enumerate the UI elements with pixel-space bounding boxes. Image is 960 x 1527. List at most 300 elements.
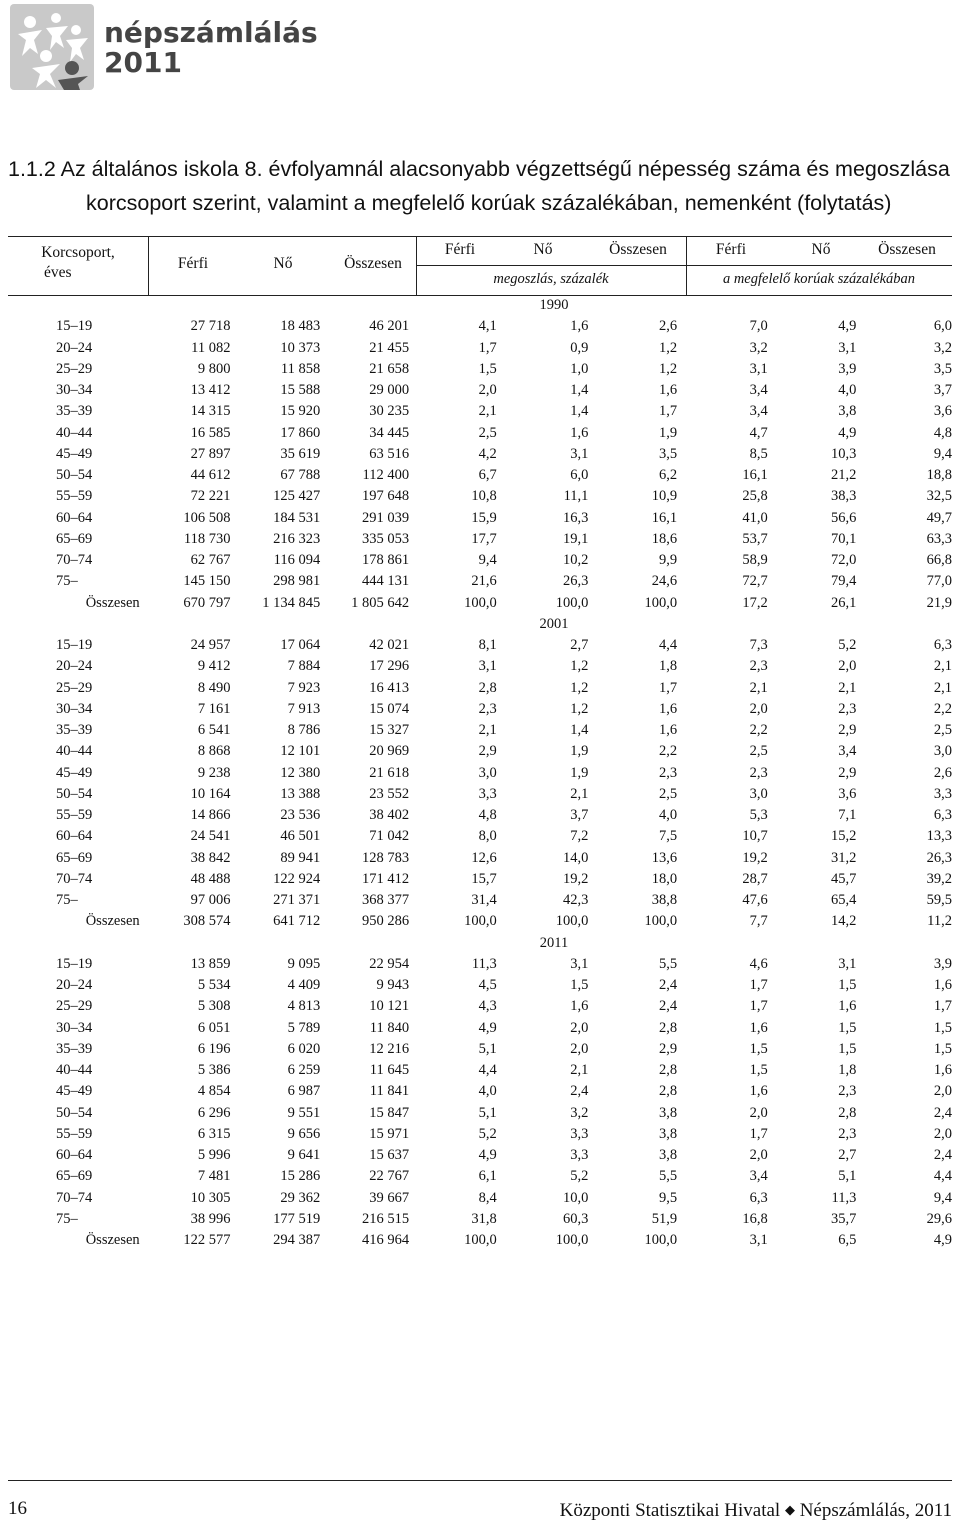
- age-group-cell: 75–: [56, 892, 78, 908]
- value-cell: 3,4: [749, 1168, 768, 1185]
- value-cell: 46 201: [369, 318, 410, 335]
- value-cell: 10,0: [563, 1189, 589, 1206]
- census-people-logo-icon: [10, 4, 94, 90]
- value-cell: 2,0: [478, 382, 497, 398]
- value-cell: 3,8: [658, 1104, 678, 1121]
- value-cell: 62 767: [190, 552, 231, 568]
- value-cell: 271 371: [273, 892, 321, 908]
- value-cell: 2,1: [838, 679, 857, 696]
- value-cell: 11 858: [280, 360, 321, 377]
- value-cell: 65,4: [830, 892, 857, 908]
- table-row: [8, 423, 952, 444]
- value-cell: 6,3: [749, 1189, 768, 1206]
- value-cell: 2,3: [749, 658, 768, 675]
- value-cell: 177 519: [273, 1210, 321, 1227]
- table-row: [8, 784, 952, 805]
- value-cell: 38 996: [190, 1210, 231, 1227]
- table-row: [8, 338, 952, 359]
- value-cell: 4,3: [478, 998, 497, 1015]
- age-group-cell: 70–74: [56, 870, 93, 887]
- value-cell: 17,7: [471, 530, 497, 547]
- age-group-cell: 40–44: [56, 743, 93, 760]
- value-cell: 2,8: [478, 679, 497, 696]
- value-cell: 3,1: [478, 658, 497, 675]
- year-heading: 2011: [539, 934, 569, 951]
- age-group-cell: 60–64: [56, 1147, 93, 1163]
- value-cell: 97 006: [190, 892, 231, 908]
- value-cell: 12,6: [471, 849, 497, 866]
- age-group-cell: 20–24: [56, 977, 93, 993]
- value-cell: 2,4: [933, 1104, 952, 1121]
- value-cell: 4,0: [658, 807, 678, 823]
- age-group-cell: 30–34: [56, 382, 93, 398]
- value-cell: 77,0: [926, 573, 952, 590]
- value-cell: 26,3: [563, 573, 589, 590]
- value-cell: 3,9: [933, 955, 952, 972]
- age-group-cell: 75–: [56, 1210, 78, 1227]
- value-cell: 11,3: [471, 955, 497, 972]
- value-cell: 15 847: [369, 1104, 410, 1121]
- value-cell: 2,0: [570, 1040, 589, 1057]
- value-cell: 3,7: [570, 807, 589, 823]
- table-row: [8, 826, 952, 847]
- value-cell: 1,5: [478, 360, 497, 377]
- value-cell: 10,3: [830, 445, 857, 462]
- year-heading: 1990: [539, 297, 569, 313]
- age-group-cell: 50–54: [56, 467, 93, 483]
- value-cell: 2,9: [838, 764, 857, 781]
- table-row: [8, 954, 952, 975]
- value-cell: 9,4: [478, 552, 497, 568]
- value-cell: 2,5: [933, 722, 952, 738]
- value-cell: 17 296: [369, 658, 410, 675]
- value-cell: 4,4: [478, 1062, 497, 1078]
- value-cell: 14,0: [563, 849, 589, 866]
- value-cell: 3,0: [749, 785, 768, 802]
- age-group-cell: 35–39: [56, 403, 93, 420]
- value-cell: 2,3: [658, 764, 678, 781]
- value-cell: 1,6: [838, 998, 857, 1015]
- value-cell: 1,2: [658, 360, 678, 377]
- value-cell: 10,9: [651, 488, 678, 505]
- value-cell: 1,7: [749, 977, 768, 993]
- value-cell: 2,0: [570, 1019, 589, 1036]
- value-cell: 15 920: [280, 403, 321, 420]
- value-cell: 13,6: [651, 849, 678, 866]
- value-cell: 16 413: [369, 679, 410, 696]
- value-cell: 24 957: [190, 637, 231, 653]
- value-cell: 15 327: [369, 722, 410, 738]
- value-cell: 11 840: [369, 1019, 410, 1036]
- age-group-cell: 20–24: [56, 339, 93, 356]
- value-cell: 1,6: [570, 998, 589, 1015]
- value-cell: 178 861: [361, 552, 410, 568]
- value-cell: 3,3: [570, 1147, 589, 1163]
- value-cell: 122 577: [183, 1232, 231, 1248]
- value-cell: 6,3: [933, 807, 952, 823]
- value-cell: 5 386: [197, 1062, 231, 1078]
- value-cell: 41,0: [742, 509, 768, 526]
- table-row: [8, 571, 952, 592]
- value-cell: 6 196: [197, 1040, 231, 1057]
- value-cell: 171 412: [361, 870, 410, 887]
- value-cell: 1,7: [658, 403, 678, 420]
- value-cell: 10 121: [369, 998, 410, 1015]
- table-row: [8, 1166, 952, 1187]
- value-cell: 2,4: [658, 998, 678, 1015]
- value-cell: 2,3: [749, 764, 768, 781]
- value-cell: 1,5: [749, 1062, 768, 1078]
- value-cell: 3,5: [658, 445, 678, 462]
- value-cell: 4,8: [933, 424, 952, 441]
- table-row: [8, 1018, 952, 1039]
- value-cell: 1,7: [749, 998, 768, 1015]
- value-cell: 8,5: [749, 445, 768, 462]
- value-cell: 47,6: [742, 892, 768, 908]
- value-cell: 13 412: [190, 382, 231, 398]
- table-row: [8, 996, 952, 1017]
- value-cell: 58,9: [742, 552, 768, 568]
- value-cell: 122 924: [273, 870, 321, 887]
- value-cell: 15 074: [369, 700, 410, 717]
- value-cell: 15,7: [471, 870, 497, 887]
- value-cell: 11 841: [369, 1083, 410, 1100]
- value-cell: 2,1: [933, 658, 952, 675]
- value-cell: 2,9: [478, 743, 497, 760]
- value-cell: 2,0: [749, 1104, 768, 1121]
- table-title-line2: korcsoport szerint, valamint a megfelelő korúak százalékában, nemenként (folytatás): [86, 191, 892, 215]
- value-cell: 1,8: [838, 1062, 857, 1078]
- value-cell: 7,7: [749, 913, 768, 930]
- header-distribution-percent: megoszlás, százalék: [493, 271, 609, 287]
- year-heading-row: [8, 614, 952, 635]
- value-cell: 2,3: [838, 1125, 857, 1142]
- table-row: [8, 635, 952, 656]
- value-cell: 11,2: [927, 913, 952, 930]
- value-cell: 2,1: [478, 722, 497, 738]
- value-cell: 4,9: [933, 1232, 952, 1248]
- value-cell: 3,1: [749, 1232, 768, 1248]
- value-cell: 128 783: [361, 849, 410, 866]
- value-cell: 6,5: [838, 1232, 857, 1248]
- value-cell: 1,5: [933, 1040, 952, 1057]
- value-cell: 24,6: [651, 573, 678, 590]
- value-cell: 100,0: [644, 913, 678, 930]
- age-group-cell: 50–54: [56, 785, 93, 802]
- value-cell: 184 531: [273, 509, 321, 526]
- age-group-cell: 15–19: [56, 318, 93, 335]
- age-group-cell: 70–74: [56, 1189, 93, 1206]
- footer-publisher: Központi Statisztikai Hivatal: [559, 1500, 781, 1521]
- value-cell: 31,4: [471, 892, 497, 908]
- value-cell: 16,8: [742, 1210, 768, 1227]
- header-share-female: Nő: [811, 241, 831, 258]
- value-cell: 4,9: [478, 1019, 497, 1036]
- value-cell: 6,7: [478, 467, 497, 483]
- value-cell: 5,5: [658, 1168, 678, 1185]
- value-cell: 3,5: [933, 360, 952, 377]
- value-cell: 1,2: [570, 679, 589, 696]
- value-cell: 7,2: [570, 828, 589, 845]
- table-row: [8, 1145, 952, 1166]
- value-cell: 5 789: [287, 1019, 321, 1036]
- table-row: [8, 1081, 952, 1102]
- value-cell: 4,7: [749, 424, 768, 441]
- table-row: [8, 741, 952, 762]
- table-row: [8, 848, 952, 869]
- data-table: [8, 295, 952, 1251]
- value-cell: 7,0: [749, 318, 768, 335]
- value-cell: 118 730: [183, 530, 231, 547]
- value-cell: 8,0: [478, 828, 497, 845]
- value-cell: 112 400: [362, 467, 410, 483]
- value-cell: 2,1: [749, 679, 768, 696]
- value-cell: 2,2: [658, 743, 678, 760]
- value-cell: 10 373: [280, 339, 321, 356]
- value-cell: 1,8: [658, 658, 678, 675]
- value-cell: 416 964: [361, 1232, 410, 1248]
- value-cell: 1,4: [570, 403, 589, 420]
- value-cell: 45,7: [830, 870, 857, 887]
- census-logo: [10, 4, 318, 94]
- value-cell: 1,5: [933, 1019, 952, 1036]
- table-row: [8, 508, 952, 529]
- value-cell: 5,1: [838, 1168, 857, 1185]
- value-cell: 70,1: [830, 530, 857, 547]
- value-cell: 13,3: [926, 828, 952, 845]
- value-cell: 16,1: [742, 467, 768, 483]
- value-cell: 16,1: [651, 509, 678, 526]
- value-cell: 72 221: [190, 488, 231, 505]
- value-cell: 197 648: [361, 488, 410, 505]
- value-cell: 24 541: [190, 828, 231, 845]
- value-cell: 444 131: [361, 573, 410, 590]
- table-title: [8, 152, 952, 220]
- value-cell: 10,8: [471, 488, 497, 505]
- header-pct-male: Férfi: [444, 241, 476, 258]
- table-row: [8, 465, 952, 486]
- age-group-cell: 70–74: [56, 552, 93, 568]
- age-group-cell: 40–44: [56, 1062, 93, 1078]
- value-cell: 7 913: [287, 700, 321, 717]
- table-row: [8, 359, 952, 380]
- table-title-line1: 1.1.2 Az általános iskola 8. évfolyamnál alacsonyabb végzettségű népesség száma és megoszlása: [8, 157, 950, 181]
- value-cell: 16 585: [190, 424, 231, 441]
- value-cell: 29 000: [369, 382, 410, 398]
- value-cell: 4,1: [478, 318, 497, 335]
- value-cell: 2,5: [749, 743, 768, 760]
- value-cell: 4 409: [287, 977, 321, 993]
- value-cell: 2,3: [838, 700, 857, 717]
- header-abs-female: Nő: [273, 255, 293, 272]
- value-cell: 18,8: [926, 467, 952, 483]
- value-cell: 9 238: [197, 764, 231, 781]
- value-cell: 39,2: [926, 870, 952, 887]
- value-cell: 42,3: [563, 892, 589, 908]
- value-cell: 71 042: [369, 828, 410, 845]
- value-cell: 67 788: [280, 467, 321, 483]
- value-cell: 8 786: [287, 722, 321, 738]
- value-cell: 1,5: [838, 1019, 857, 1036]
- value-cell: 2,1: [570, 785, 589, 802]
- value-cell: 2,0: [838, 658, 857, 675]
- value-cell: 291 039: [361, 509, 410, 526]
- age-group-cell: 60–64: [56, 509, 93, 526]
- header-age-line1: Korcsoport,: [41, 244, 115, 261]
- value-cell: 9 641: [287, 1147, 321, 1163]
- value-cell: 3,1: [570, 955, 589, 972]
- value-cell: 1,6: [658, 700, 678, 717]
- table-row: [8, 444, 952, 465]
- value-cell: 125 427: [273, 488, 321, 505]
- value-cell: 27 718: [190, 318, 231, 335]
- value-cell: 3,8: [658, 1125, 678, 1142]
- value-cell: 1,0: [570, 360, 589, 377]
- table-row: [8, 678, 952, 699]
- value-cell: 4 813: [287, 998, 321, 1015]
- logo-year: 2011: [104, 46, 182, 79]
- value-cell: 1,6: [749, 1083, 768, 1100]
- value-cell: 6 296: [197, 1104, 231, 1121]
- age-group-cell: 55–59: [56, 1125, 93, 1142]
- value-cell: 2,1: [478, 403, 497, 420]
- value-cell: 18,6: [651, 530, 678, 547]
- value-cell: 15,9: [471, 509, 497, 526]
- value-cell: 6 259: [287, 1062, 321, 1078]
- value-cell: 14 866: [190, 807, 231, 823]
- age-group-cell: 65–69: [56, 849, 93, 866]
- value-cell: 63 516: [369, 445, 410, 462]
- table-row: [8, 763, 952, 784]
- value-cell: 1,6: [933, 977, 952, 993]
- value-cell: 5 308: [197, 998, 231, 1015]
- value-cell: 42 021: [369, 637, 410, 653]
- value-cell: 2,0: [933, 1083, 952, 1100]
- value-cell: 9,4: [933, 1189, 952, 1206]
- value-cell: 1,7: [749, 1125, 768, 1142]
- value-cell: 6,0: [570, 467, 589, 483]
- age-group-cell: 55–59: [56, 488, 93, 505]
- value-cell: 2,1: [933, 679, 952, 696]
- value-cell: 38,3: [830, 488, 857, 505]
- total-label: Összesen: [85, 1232, 140, 1248]
- footer-source: [560, 1500, 952, 1522]
- header-pct-female: Nő: [533, 241, 553, 258]
- table-row: [8, 890, 952, 911]
- value-cell: 13 859: [190, 955, 231, 972]
- value-cell: 1,6: [570, 424, 589, 441]
- age-group-cell: 75–: [56, 573, 78, 590]
- value-cell: 6,3: [933, 637, 952, 653]
- total-row: [8, 911, 952, 932]
- page-number: 16: [8, 1498, 27, 1519]
- value-cell: 2,8: [658, 1062, 678, 1078]
- value-cell: 4,4: [658, 637, 678, 653]
- value-cell: 3,2: [749, 339, 768, 356]
- value-cell: 6 051: [197, 1019, 231, 1036]
- value-cell: 10 305: [190, 1189, 231, 1206]
- value-cell: 1,6: [570, 318, 589, 335]
- value-cell: 2,4: [658, 977, 678, 993]
- value-cell: 1,5: [570, 977, 589, 993]
- value-cell: 1,7: [658, 679, 678, 696]
- value-cell: 26,3: [926, 849, 952, 866]
- age-group-cell: 30–34: [56, 700, 93, 717]
- value-cell: 4,0: [838, 382, 857, 398]
- value-cell: 35,7: [830, 1210, 857, 1227]
- value-cell: 12 216: [369, 1040, 410, 1057]
- value-cell: 5,1: [478, 1104, 497, 1121]
- value-cell: 2,9: [838, 722, 857, 738]
- value-cell: 2,9: [658, 1040, 678, 1057]
- value-cell: 7 884: [287, 658, 321, 675]
- value-cell: 39 667: [369, 1189, 410, 1206]
- value-cell: 72,0: [830, 552, 857, 568]
- value-cell: 1,6: [658, 382, 678, 398]
- value-cell: 2,0: [749, 700, 768, 717]
- value-cell: 34 445: [369, 424, 410, 441]
- value-cell: 7,3: [749, 637, 768, 653]
- age-group-cell: 60–64: [56, 828, 93, 845]
- value-cell: 6 315: [197, 1125, 231, 1142]
- table-header: [8, 236, 952, 296]
- age-group-cell: 35–39: [56, 722, 93, 738]
- table-row: [8, 805, 952, 826]
- value-cell: 1,5: [749, 1040, 768, 1057]
- value-cell: 3,6: [838, 785, 857, 802]
- value-cell: 6 541: [197, 722, 231, 738]
- table-row: [8, 1209, 952, 1230]
- value-cell: 3,4: [749, 403, 768, 420]
- value-cell: 9 800: [197, 360, 231, 377]
- value-cell: 25,8: [742, 488, 768, 505]
- value-cell: 2,8: [658, 1083, 678, 1100]
- value-cell: 2,3: [478, 700, 497, 717]
- value-cell: 100,0: [644, 594, 678, 611]
- value-cell: 9,9: [658, 552, 678, 568]
- value-cell: 2,6: [658, 318, 678, 335]
- table-row: [8, 699, 952, 720]
- value-cell: 8,1: [478, 637, 497, 653]
- value-cell: 308 574: [183, 913, 231, 930]
- value-cell: 11,3: [831, 1189, 857, 1206]
- value-cell: 100,0: [555, 913, 589, 930]
- header-abs-total: Összesen: [344, 255, 402, 272]
- value-cell: 3,3: [570, 1125, 589, 1142]
- value-cell: 11,1: [563, 488, 589, 505]
- value-cell: 106 508: [183, 509, 231, 526]
- value-cell: 3,6: [933, 403, 952, 420]
- value-cell: 11 645: [369, 1062, 410, 1078]
- value-cell: 4,8: [478, 807, 497, 823]
- age-group-cell: 25–29: [56, 998, 93, 1015]
- value-cell: 3,9: [838, 360, 857, 377]
- total-label: Összesen: [85, 913, 140, 930]
- value-cell: 2,4: [933, 1147, 952, 1163]
- value-cell: 72,7: [742, 573, 768, 590]
- value-cell: 7 481: [197, 1168, 231, 1185]
- value-cell: 1,7: [478, 339, 497, 356]
- value-cell: 18,0: [651, 870, 678, 887]
- value-cell: 2,8: [658, 1019, 678, 1036]
- table-row: [8, 316, 952, 337]
- table-row: [8, 380, 952, 401]
- value-cell: 670 797: [183, 594, 231, 611]
- year-heading: 2001: [539, 615, 569, 632]
- value-cell: 15 637: [369, 1147, 410, 1163]
- value-cell: 8 868: [197, 743, 231, 760]
- value-cell: 1,9: [570, 743, 589, 760]
